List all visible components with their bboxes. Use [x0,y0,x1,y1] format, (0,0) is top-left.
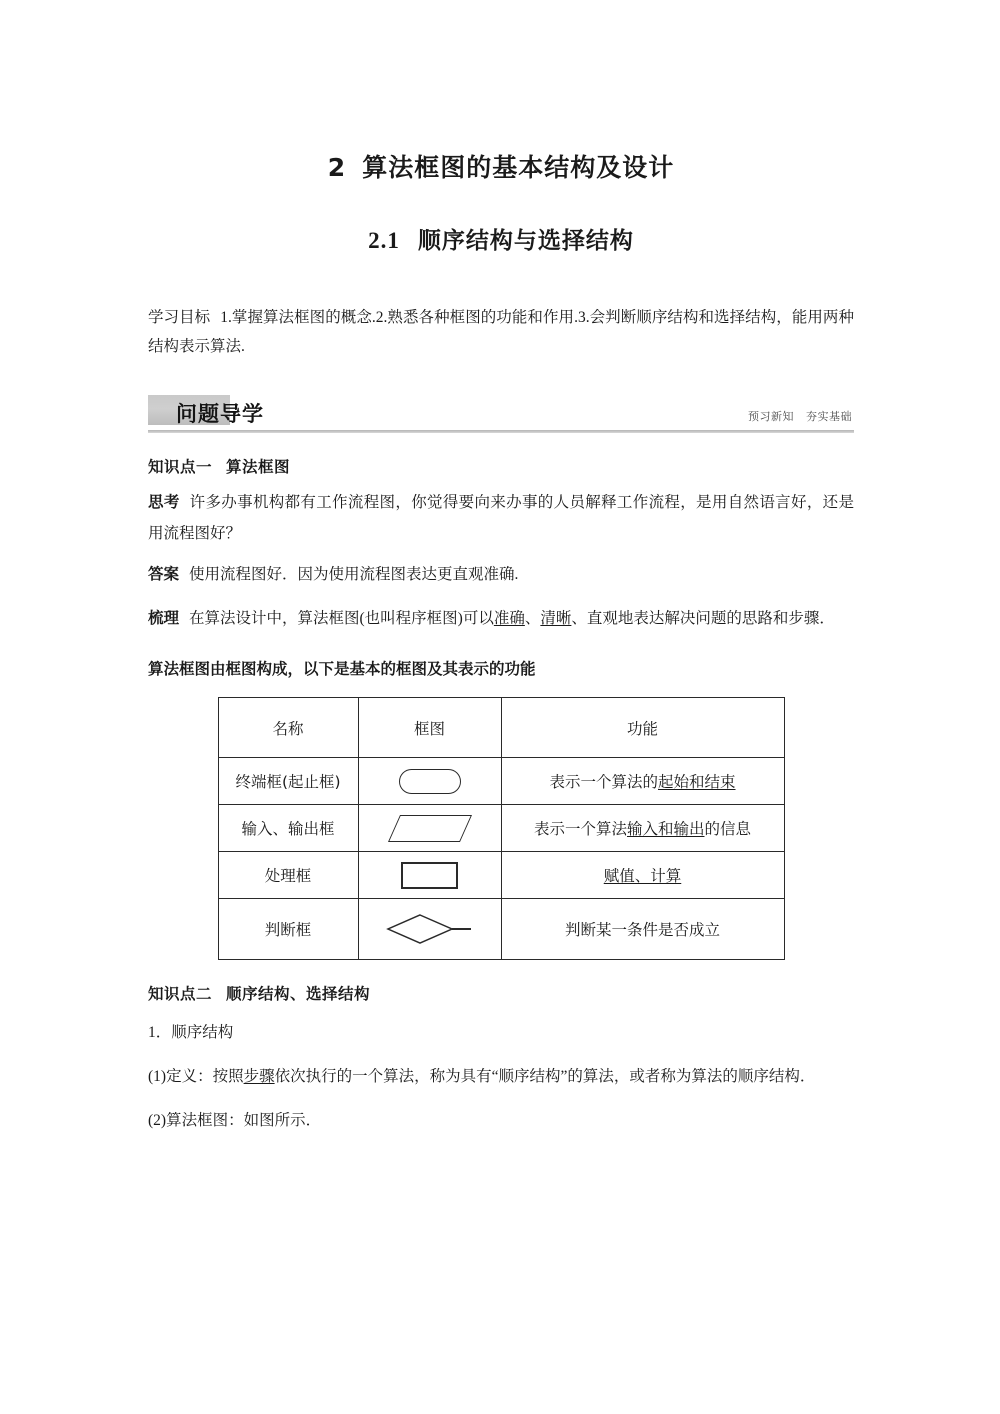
summary-underlined-1: 准确 [493,610,525,627]
section-number: 2.1 [368,228,400,253]
banner-subtitle-right: 夯实基础 [806,410,852,423]
table-row [218,758,784,805]
rounded-rectangle-shape [359,758,501,804]
function-prefix: 判断某一条件是否成立 [564,921,720,939]
summary-paragraph [148,600,854,637]
chapter-title-text: 算法框图的基本结构及设计 [362,153,675,182]
rectangle-shape [359,852,501,898]
column-header-name: 名称 [218,698,358,758]
parallelogram-shape [359,805,501,851]
knowledge-point-1-label: 知识点一 [148,458,213,476]
shape-glyph-cell [358,758,501,805]
knowledge-point-1-title: 算法框图 [226,458,291,476]
answer-paragraph [148,559,854,590]
learning-objectives [148,303,854,361]
banner-subtitle [748,408,852,424]
knowledge-point-1-heading [148,455,854,477]
summary-separator: 、 [524,610,541,627]
learning-objectives-text: 1.掌握算法框图的概念.2.熟悉各种框图的功能和作用.3.会判断顺序结构和选择结构，能用两种结构表示算法. [148,309,854,355]
summary-text-part2: 、直观地表达解决问题的思路和步骤． [571,610,835,627]
shape-glyph-cell [358,899,501,960]
shape-function-cell [501,805,784,852]
learning-objectives-label: 学习目标 [148,309,211,326]
shape-function-cell [501,899,784,960]
summary-underlined-2: 清晰 [540,610,572,627]
sequence-structure-item [148,1018,854,1048]
think-label: 思考 [148,493,180,511]
shape-name-cell: 输入、输出框 [218,805,358,852]
column-header-shape: 框图 [358,698,501,758]
banner-divider [148,430,854,433]
shape-table-container [148,697,854,960]
shape-glyph-cell [358,852,501,899]
table-row [218,805,784,852]
banner-subtitle-left: 预习新知 [748,410,794,423]
function-underlined: 起始和结束 [658,773,736,791]
knowledge-point-2-title: 顺序结构、选择结构 [226,985,371,1003]
knowledge-point-2-label: 知识点二 [148,985,213,1003]
think-text: 许多办事机构都有工作流程图，你觉得要向来办事的人员解释工作流程，是用自然语言好，还是用流程图好？ [148,494,854,542]
banner-title: 问题导学 [176,402,264,426]
chapter-title [148,0,854,184]
shape-function-cell [501,758,784,805]
summary-text-part1: 在算法设计中，算法框图(也叫程序框图)可以 [189,610,494,627]
section-title [148,184,854,255]
chapter-number: 2 [327,153,347,182]
table-row [218,852,784,899]
function-prefix: 表示一个算法的 [549,773,658,791]
function-underlined: 输入和输出 [626,820,705,838]
answer-text: 使用流程图好．因为使用流程图表达更直观准确. [189,566,519,583]
knowledge-point-2-heading [148,982,854,1004]
definition-suffix: 依次执行的一个算法，称为具有“顺序结构”的算法，或者称为算法的顺序结构． [274,1068,816,1085]
page-content [148,0,854,1136]
function-prefix: 表示一个算法 [533,820,627,838]
flowchart-shapes-table [218,697,785,960]
answer-label: 答案 [148,565,180,583]
definition-paragraph [148,1058,854,1095]
summary-label: 梳理 [148,609,180,627]
sequence-structure-title: 顺序结构 [171,1024,234,1041]
definition-underlined: 步骤 [243,1068,275,1085]
section-title-text: 顺序结构与选择结构 [417,228,634,254]
think-paragraph [148,487,854,549]
table-row [218,899,784,960]
flowchart-reference-paragraph: (2)算法框图：如图所示． [148,1112,322,1129]
section-banner [148,395,854,433]
column-header-function: 功能 [501,698,784,758]
table-header-row [218,698,784,758]
shape-name-cell: 终端框(起止框) [218,758,358,805]
shape-glyph-cell [358,805,501,852]
diamond-shape [359,899,501,959]
shape-table-intro: 算法框图由框图构成，以下是基本的框图及其表示的功能 [148,660,536,678]
function-suffix: 的信息 [704,820,752,838]
shape-name-cell: 处理框 [218,852,358,899]
definition-prefix: (1)定义：按照 [148,1068,244,1085]
shape-name-cell: 判断框 [218,899,358,960]
function-underlined: 赋值、计算 [603,867,682,885]
diamond-icon [382,912,478,946]
shape-function-cell [501,852,784,899]
sequence-structure-number: 1． [148,1024,172,1041]
